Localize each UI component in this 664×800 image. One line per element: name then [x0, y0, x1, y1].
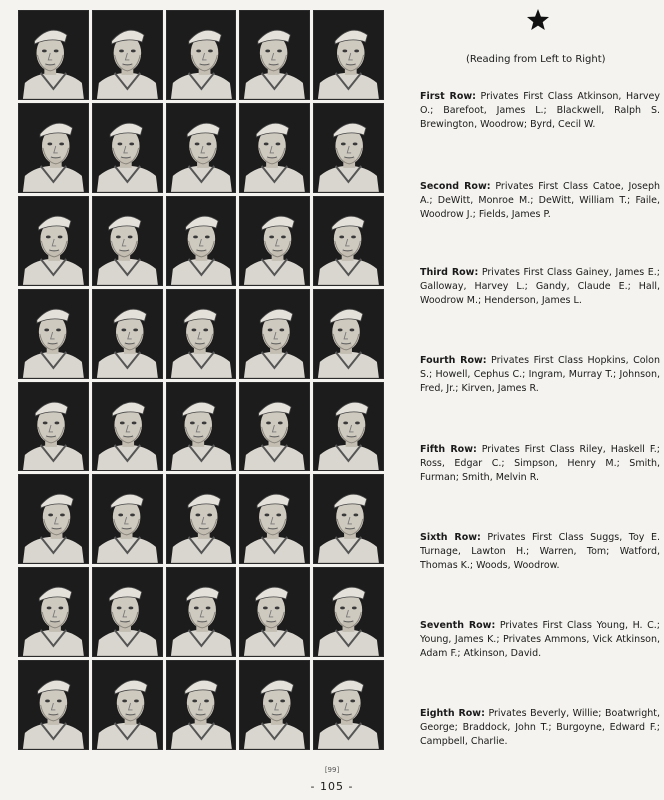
soldier-portrait [313, 103, 384, 193]
soldier-portrait [166, 567, 237, 657]
soldier-portrait [92, 474, 163, 564]
soldier-portrait [166, 10, 237, 100]
page-number: - 105 - [310, 780, 354, 793]
soldier-portrait [166, 289, 237, 379]
soldier-portrait [92, 103, 163, 193]
soldier-portrait [239, 567, 310, 657]
soldier-portrait [18, 196, 89, 286]
soldier-portrait [92, 567, 163, 657]
caption-names: Privates First Class Suggs, Toy E. Turnage, Lawton H.; Warren, Tom; Watford, Thomas K.; Woods, Woodrow. [420, 532, 660, 571]
soldier-portrait [313, 382, 384, 472]
caption-row-1 [420, 90, 660, 132]
soldier-portrait [313, 567, 384, 657]
soldier-portrait [313, 196, 384, 286]
soldier-portrait [239, 382, 310, 472]
soldier-portrait [18, 103, 89, 193]
soldier-portrait [18, 382, 89, 472]
caption-label: Fourth Row: [420, 355, 487, 366]
caption-row-8 [420, 707, 660, 749]
soldier-portrait [92, 660, 163, 750]
caption-names: Privates First Class Catoe, Joseph A.; DeWitt, Monroe M.; DeWitt, William T.; Faile, Woodrow J.; Fields, James P. [420, 181, 660, 220]
soldier-portrait [239, 196, 310, 286]
soldier-portrait [313, 10, 384, 100]
soldier-portrait [239, 474, 310, 564]
soldier-portrait [92, 289, 163, 379]
soldier-portrait [166, 382, 237, 472]
soldier-portrait [166, 660, 237, 750]
soldier-portrait [92, 196, 163, 286]
soldier-portrait [18, 10, 89, 100]
caption-names: Privates First Class Hopkins, Colon S.; Howell, Cephus C.; Ingram, Murray T.; Johnson, Fred, Jr.; Kirven, James R. [420, 355, 660, 394]
reading-note: (Reading from Left to Right) [466, 54, 606, 65]
soldier-portrait [92, 10, 163, 100]
soldier-portrait [166, 474, 237, 564]
soldier-portrait [313, 660, 384, 750]
soldier-portrait [313, 289, 384, 379]
portrait-grid [18, 10, 384, 750]
soldier-portrait [18, 474, 89, 564]
soldier-portrait [166, 103, 237, 193]
soldier-portrait [18, 567, 89, 657]
caption-names: Privates First Class Gainey, James E.; Galloway, Harvey L.; Gandy, Claude E.; Hall, Woodrow M.; Henderson, James L. [420, 267, 660, 306]
caption-label: Sixth Row: [420, 532, 481, 543]
caption-label: Second Row: [420, 181, 491, 192]
soldier-portrait [18, 660, 89, 750]
caption-names: Privates Beverly, Willie; Boatwright, George; Braddock, John T.; Burgoyne, Edward F.; Campbell, Charlie. [420, 708, 660, 747]
caption-label: Eighth Row: [420, 708, 485, 719]
caption-row-6 [420, 531, 660, 573]
caption-names: Privates First Class Young, H. C.; Young, James K.; Privates Ammons, Vick Atkinson, Adam F.; Atkinson, David. [420, 620, 660, 659]
soldier-portrait [18, 289, 89, 379]
caption-label: First Row: [420, 91, 476, 102]
caption-label: Seventh Row: [420, 620, 496, 631]
soldier-portrait [239, 10, 310, 100]
soldier-portrait [239, 289, 310, 379]
soldier-portrait [239, 103, 310, 193]
star-icon [526, 8, 550, 32]
caption-row-4 [420, 354, 660, 396]
soldier-portrait [166, 196, 237, 286]
caption-names: Privates First Class Riley, Haskell F.; Ross, Edgar C.; Simpson, Henry M.; Smith, Furman; Smith, Melvin R. [420, 444, 660, 483]
small-number: [99] [324, 766, 340, 774]
caption-label: Fifth Row: [420, 444, 477, 455]
soldier-portrait [239, 660, 310, 750]
caption-row-5 [420, 443, 660, 485]
caption-row-2 [420, 180, 660, 222]
caption-names: Privates First Class Atkinson, Harvey O.; Barefoot, James L.; Blackwell, Ralph S. Brewington, Woodrow; Byrd, Cecil W. [420, 91, 660, 130]
soldier-portrait [92, 382, 163, 472]
caption-row-7 [420, 619, 660, 661]
caption-label: Third Row: [420, 267, 479, 278]
soldier-portrait [313, 474, 384, 564]
caption-row-3 [420, 266, 660, 308]
